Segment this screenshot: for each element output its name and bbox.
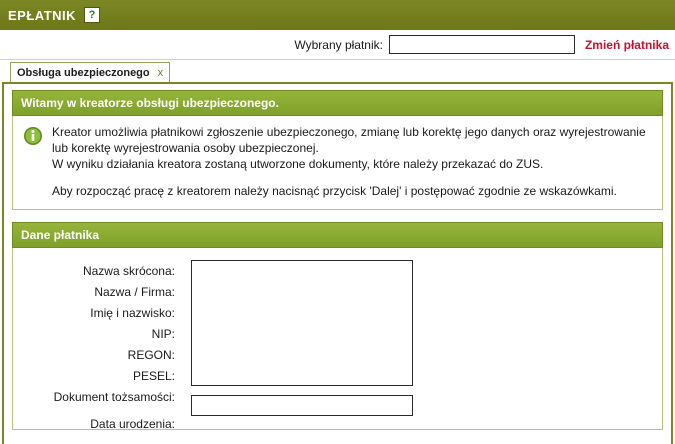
application-title-bar	[0, 0, 675, 30]
change-payer-link[interactable]: Zmień płatnika	[584, 37, 669, 52]
wizard-info-paragraph-3: Aby rozpocząć pracę z kreatorem należy nacisnąć przycisk 'Dalej' i postępować zgodnie ze wskazówkami.	[52, 184, 617, 198]
label-data-urodzenia: Data urodzenia:	[90, 416, 175, 431]
wizard-info-box	[12, 116, 663, 210]
wizard-info-paragraph-1: Kreator umożliwia płatnikowi zgłoszenie ubezpieczonego, zmianę lub korektę jego danych oraz wyrejestrowanie lub korektę wyrejestrowania osoby ubezpieczonej.	[52, 125, 646, 155]
wizard-info-text	[52, 124, 652, 199]
label-nazwa-firma: Nazwa / Firma:	[94, 284, 175, 299]
close-icon[interactable]: x	[157, 66, 164, 79]
selected-payer-input[interactable]	[389, 35, 575, 54]
label-regon: REGON:	[127, 347, 175, 362]
label-dokument-tozsamosci: Dokument tożsamości:	[53, 389, 175, 404]
label-imie-nazwisko: Imię i nazwisko:	[90, 305, 175, 320]
selected-payer-label: Wybrany płatnik:	[294, 37, 383, 52]
label-nazwa-skrocona: Nazwa skrócona:	[82, 263, 175, 278]
application-title: EPŁATNIK	[8, 7, 77, 23]
section-spacer	[12, 210, 663, 222]
content-panel	[2, 82, 673, 444]
selected-payer-bar	[0, 30, 675, 60]
payer-data-form	[12, 248, 663, 430]
payer-data-header: Dane płatnika	[12, 222, 663, 248]
payer-data-values-box	[191, 260, 413, 386]
wizard-info-paragraph-2: W wyniku działania kreatora zostaną utworzone dokumenty, które należy przekazać do ZUS.	[52, 157, 544, 171]
label-nip: NIP:	[151, 326, 175, 341]
tab-strip	[0, 60, 675, 82]
wizard-welcome-header: Witamy w kreatorze obsługi ubezpieczonego.	[12, 90, 663, 116]
birth-date-input[interactable]	[191, 395, 413, 416]
tab-label: Obsługa ubezpieczonego	[17, 66, 150, 79]
label-pesel: PESEL:	[132, 368, 175, 383]
tab-obsluga-ubezpieczonego[interactable]	[10, 62, 170, 82]
info-icon	[23, 126, 43, 146]
form-row-data-urodzenia	[13, 413, 662, 434]
help-icon[interactable]: ?	[84, 7, 100, 23]
